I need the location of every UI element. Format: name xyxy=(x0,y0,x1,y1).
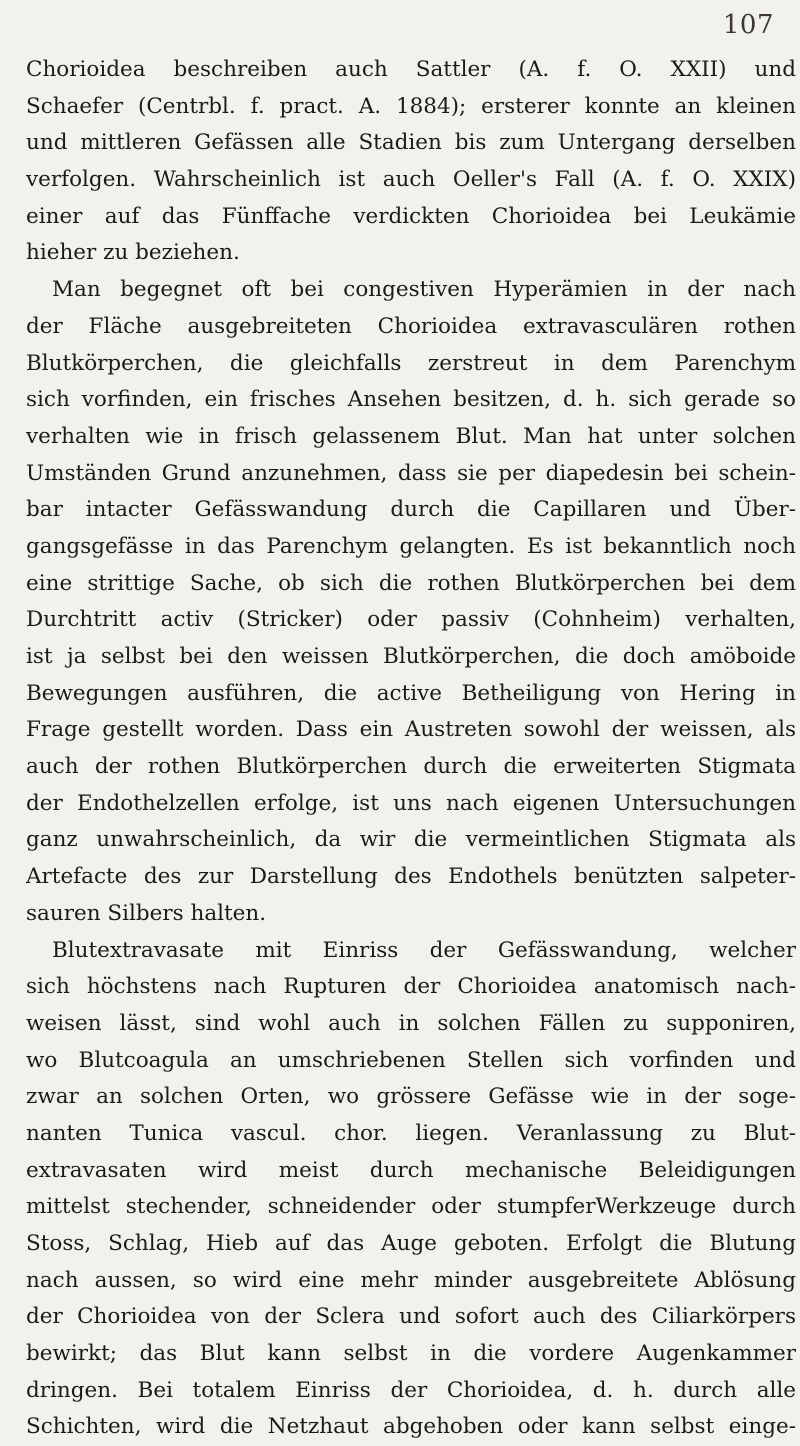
text-line: sauren Silbers halten. xyxy=(26,900,267,926)
text-line: dringen. Bei totalem Einriss der Chorioidea, d. h. durch alle xyxy=(26,1377,796,1403)
text-line: Durchtritt activ (Stricker) oder passiv (Cohnheim) verhalten, xyxy=(26,607,796,633)
text-line: Schichten, wird die Netzhaut abgehoben oder kann selbst einge- xyxy=(26,1414,796,1440)
text-line: mittelst stechender, schneidender oder stumpferWerkzeuge durch xyxy=(26,1194,796,1220)
text-line: sich höchstens nach Rupturen der Chorioidea anatomisch nach- xyxy=(26,974,796,1000)
text-line: wo Blutcoagula an umschriebenen Stellen sich vorfinden und xyxy=(26,1047,796,1073)
page-number: 107 xyxy=(722,10,774,40)
paragraph-start-line: Blutextravasate mit Einriss der Gefässwandung, welcher xyxy=(52,937,796,963)
text-line: eine strittige Sache, ob sich die rothen Blutkörperchen bei dem xyxy=(26,570,796,596)
paragraph-start-line: Man begegnet oft bei congestiven Hyperämien in der nach xyxy=(52,277,796,303)
text-line: sich vorfinden, ein frisches Ansehen besitzen, d. h. sich gerade so xyxy=(26,387,796,413)
text-line: der Chorioidea von der Sclera und sofort auch des Ciliarkörpers xyxy=(26,1304,796,1330)
text-line: Stoss, Schlag, Hieb auf das Auge geboten. Erfolgt die Blutung xyxy=(26,1231,796,1256)
text-line: verfolgen. Wahrscheinlich ist auch Oeller's Fall (A. f. O. XXIX) xyxy=(26,167,796,193)
text-line: hieher zu beziehen. xyxy=(26,240,240,266)
text-line: zwar an solchen Orten, wo grössere Gefässe wie in der soge- xyxy=(26,1084,796,1110)
text-line: nach aussen, so wird eine mehr minder ausgebreitete Ablösung xyxy=(26,1267,796,1293)
text-line: einer auf das Fünffache verdickten Chorioidea bei Leukämie xyxy=(26,203,796,229)
text-line: ist ja selbst bei den weissen Blutkörperchen, die doch amöboide xyxy=(26,644,796,669)
text-line: Umständen Grund anzunehmen, dass sie per diapedesin bei schein- xyxy=(26,460,796,486)
text-line: der Fläche ausgebreiteten Chorioidea extravasculären rothen xyxy=(26,313,796,339)
text-line: extravasaten wird meist durch mechanische Beleidigungen xyxy=(26,1157,796,1183)
text-line: der Endothelzellen erfolge, ist uns nach eigenen Untersuchungen xyxy=(26,790,796,816)
text-line: bewirkt; das Blut kann selbst in die vordere Augenkammer xyxy=(26,1341,796,1367)
text-line: Bewegungen ausführen, die active Betheiligung von Hering in xyxy=(26,680,796,706)
text-line: Chorioidea beschreiben auch Sattler (A. f. O. XXII) und xyxy=(26,57,796,82)
text-line: auch der rothen Blutkörperchen durch die erweiterten Stigmata xyxy=(26,754,796,780)
text-line: Frage gestellt worden. Dass ein Austreten sowohl der weissen, als xyxy=(26,717,796,743)
text-line: Schaefer (Centrbl. f. pract. A. 1884); ersterer konnte an kleinen xyxy=(26,93,796,119)
text-line: Artefacte des zur Darstellung des Endothels benützten salpeter- xyxy=(26,864,796,890)
body-text xyxy=(26,52,796,1446)
text-line: nanten Tunica vascul. chor. liegen. Veranlassung zu Blut- xyxy=(26,1120,796,1146)
text-line: ganz unwahrscheinlich, da wir die vermeintlichen Stigmata als xyxy=(26,827,796,853)
text-line: gangsgefässe in das Parenchym gelangten. Es ist bekanntlich noch xyxy=(26,533,796,559)
text-line: verhalten wie in frisch gelassenem Blut. Man hat unter solchen xyxy=(26,423,796,449)
text-line: Blutkörperchen, die gleichfalls zerstreut in dem Parenchym xyxy=(26,350,796,376)
text-line: weisen lässt, sind wohl auch in solchen Fällen zu supponiren, xyxy=(26,1010,796,1036)
text-line: bar intacter Gefässwandung durch die Capillaren und Über- xyxy=(26,497,796,523)
text-line: und mittleren Gefässen alle Stadien bis zum Untergang derselben xyxy=(26,130,796,156)
